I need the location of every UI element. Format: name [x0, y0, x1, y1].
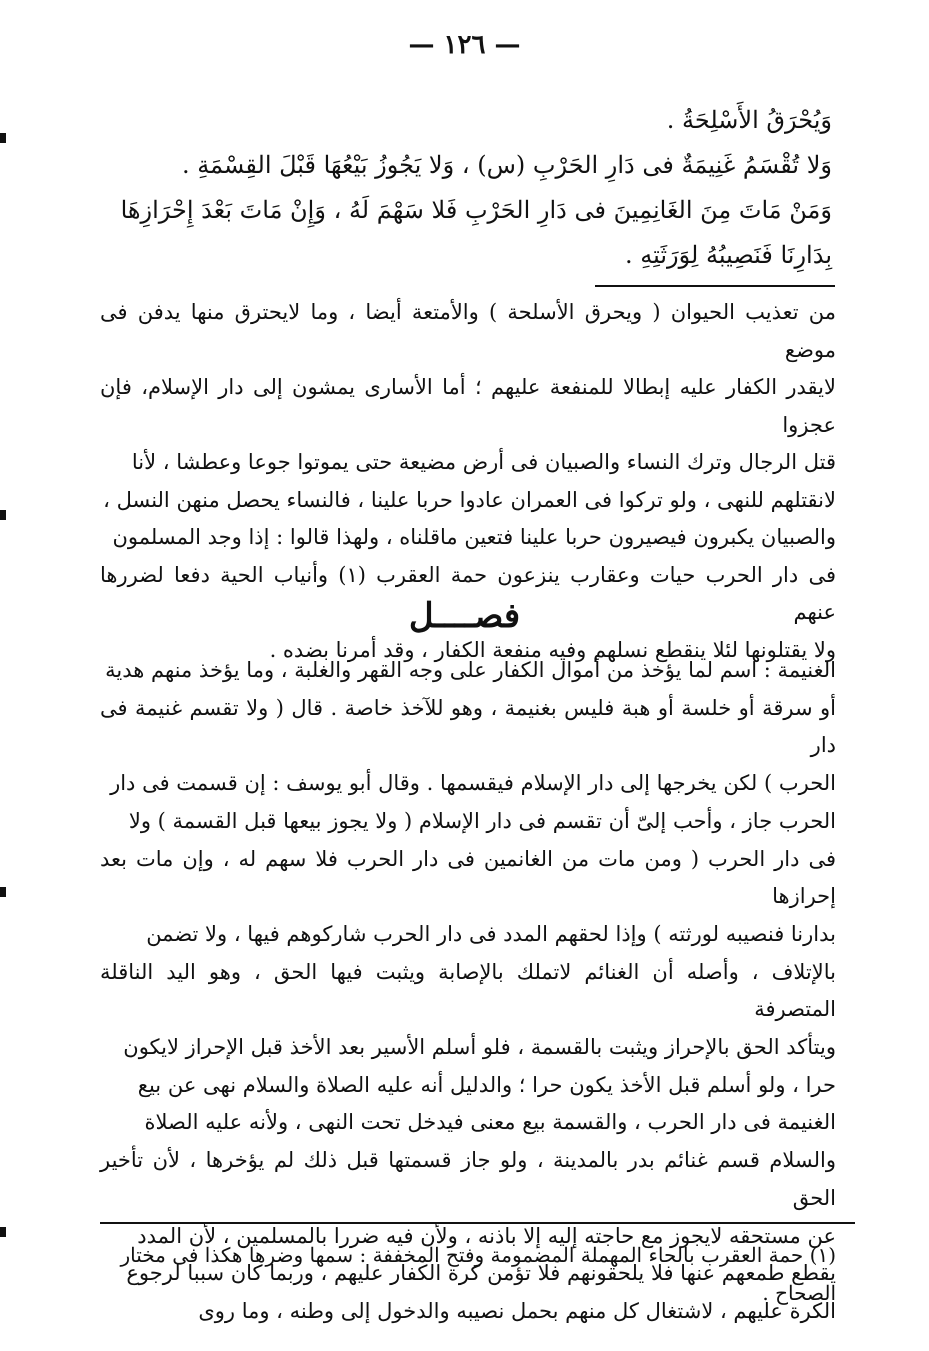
footnote-line: (١) حمة العقرب بالحاء المهملة المضمومة وفتح المخففة : سمها وضرها هكذا فى مختار — [120, 1243, 836, 1267]
scan-margin-mark — [0, 510, 6, 520]
matn-line: وَمَنْ مَاتَ مِنَ الغَانِمِينَ فى دَارِ الحَرْبِ فَلا سَهْمَ لَهُ ، وَإِنْ مَاتَ بَعْدَ إِحْرَازِهَا — [120, 196, 832, 224]
footnote-line: الصحاح . — [762, 1281, 836, 1305]
matn-text-block — [100, 98, 832, 278]
commentary-line: لايقدر الكفار عليه إبطالا للمنفعة عليهم ؛ أما الأسارى يمشون إلى دار الإسلام، فإن عجزوا — [100, 375, 836, 437]
scan-margin-mark — [0, 887, 6, 897]
page-number: — ١٢٦ — — [408, 30, 521, 60]
section-line: حرا ، ولو أسلم قبل الأخذ يكون حرا ؛ والدليل أنه عليه الصلاة والسلام نهى عن بيع — [137, 1072, 836, 1097]
matn-line: وَيُحْرَقُ الأَسْلِحَةُ . — [666, 106, 832, 134]
section-heading: فصــــل — [408, 596, 521, 636]
section-line: الغنيمة : اسم لما يؤخذ من أموال الكفار على وجه القهر والغلبة ، وما يؤخذ منهم هدية — [105, 658, 836, 682]
section-line: يقطع طمعهم عنها فلا يلحقونهم فلا تؤمن كرة الكفار عليهم ، وربما كان سببا لرجوع — [126, 1261, 836, 1286]
commentary-line: لانقتلهم للنهى ، ولو تركوا فى العمران عادوا حربا علينا ، فالنساء يحصل منهن النسل ، — [103, 487, 836, 512]
commentary-line: والصبيان يكبرون فيصيرون حربا علينا فتعين ماقلناه ، ولهذا قالوا : إذا وجد المسلمون — [112, 525, 836, 549]
section-line: الحرب جاز ، وأحب إلىّ أن تقسم فى دار الإسلام ( ولا يجوز بيعها قبل القسمة ) ولا — [128, 808, 836, 833]
section-line: الكرة عليهم ، لاشتغال كل منهم بحمل نصيبه والدخول إلى وطنه ، وما روى — [198, 1298, 836, 1323]
section-line: الحرب ) لكن يخرجها إلى دار الإسلام فيقسمها . وقال أبو يوسف : إن قسمت فى دار — [110, 771, 836, 796]
scan-margin-mark — [0, 133, 6, 143]
footnote-block — [100, 1236, 836, 1312]
matn-line: وَلا تُقْسَمُ غَنِيمَةٌ فى دَارِ الحَرْبِ (س) ، وَلا يَجُوزُ بَيْعُهَا قَبْلَ القِسْمَةِ . — [181, 151, 832, 179]
commentary-line: ولا يقتلونها لئلا ينقطع نسلهم وفيه منفعة الكفار ، وقد أمرنا بضده . — [269, 637, 836, 662]
footnote-separator-rule — [100, 1222, 855, 1224]
section-line: بالإتلاف ، وأصله أن الغنائم لاتملك بالإصابة ويثبت فيها الحق ، وهو اليد الناقلة المتصرفة — [100, 959, 837, 1022]
matn-separator-rule — [595, 285, 835, 287]
section-line: الغنيمة فى دار الحرب ، والقسمة بيع معنى فيدخل تحت النهى ، ولأنه عليه الصلاة — [144, 1110, 836, 1135]
commentary-line: قتل الرجال وترك النساء والصبيان فى أرض مضيعة حتى يموتوا جوعا وعطشا ، لأنا — [131, 450, 836, 474]
section-line: بدارنا فنصيبه لورثته ) وإذا لحقهم المدد فى دار الحرب شاركوهم فيها ، ولا تضمن — [146, 921, 836, 946]
scan-margin-mark — [0, 1227, 6, 1237]
section-line: عن مستحقه لايجوز مع حاجته إليه إلا باذنه ، ولأن فيه ضررا بالمسلمين ، لأن المدد — [137, 1223, 836, 1248]
section-line: والسلام قسم غنائم بدر بالمدينة ، ولو جاز قسمتها قبل ذلك لم يؤخرها ، لأن تأخير الحق — [100, 1148, 836, 1210]
section-line: أو سرقة أو خلسة أو هبة فليس بغنيمة ، وهو للآخذ خاصة . قال ( ولا تقسم غنيمة فى دار — [100, 695, 836, 758]
commentary-line: فى دار الحرب حيات وعقارب ينزعون حمة العقرب (١) وأنياب الحية دفعا لضررها عنهم — [100, 562, 836, 624]
commentary-line: من تعذيب الحيوان ( ويحرق الأسلحة ) والأمتعة أيضا ، وما لايحترق منها يدفن فى موضع — [100, 300, 836, 362]
section-line: ويتأكد الحق بالإحراز ويثبت بالقسمة ، فلو أسلم الأسير بعد الأخذ قبل الإحراز لايكون — [123, 1035, 836, 1060]
section-line: فى دار الحرب ( ومن مات من الغانمين فى دار الحرب فلا سهم له ، وإن مات بعد إحرازها — [100, 846, 836, 909]
section-text-block — [100, 652, 836, 1331]
matn-line: بِدَارِنَا فَنَصِيبُهُ لِوَرَثَتِهِ . — [624, 241, 832, 269]
